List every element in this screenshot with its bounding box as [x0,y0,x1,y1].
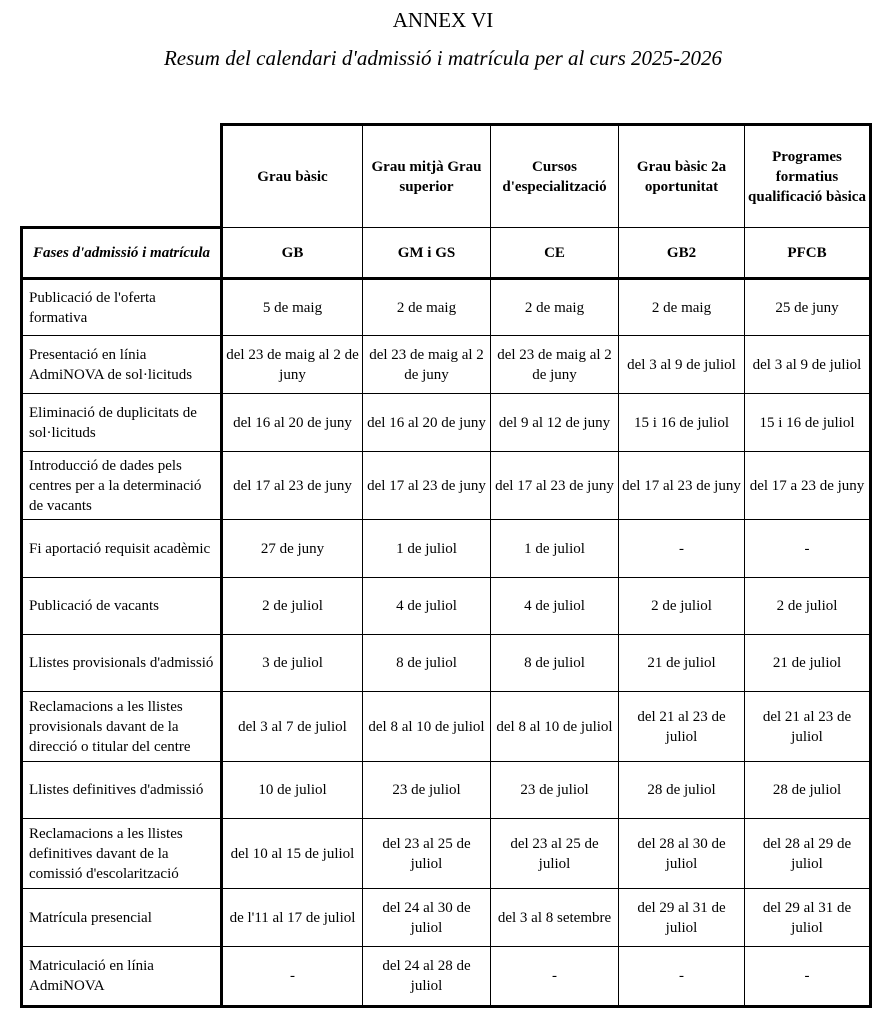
date-cell-gb: del 3 al 7 de juliol [222,692,363,762]
date-cell-pfcb: - [745,520,871,578]
date-cell-gb2: del 29 al 31 de juliol [619,889,745,947]
date-cell-gb2: 2 de maig [619,279,745,336]
date-cell-gm-gs: del 17 al 23 de juny [363,452,491,520]
table-row [22,947,871,1007]
date-cell-gb: del 10 al 15 de juliol [222,819,363,889]
column-code-row [22,228,871,279]
column-code-gb2: GB2 [619,228,745,279]
phase-cell: Introducció de dades pels centres per a la determinació de vacants [22,452,222,520]
column-code-ce: CE [491,228,619,279]
phase-cell: Matrícula presencial [22,889,222,947]
date-cell-gb2: - [619,947,745,1007]
date-cell-pfcb: 25 de juny [745,279,871,336]
date-cell-ce: del 8 al 10 de juliol [491,692,619,762]
column-name-gm-gs: Grau mitjà Grau superior [363,125,491,228]
column-code-gm-gs: GM i GS [363,228,491,279]
date-cell-ce: del 23 al 25 de juliol [491,819,619,889]
table-row [22,692,871,762]
date-cell-gb2: del 21 al 23 de juliol [619,692,745,762]
phase-cell: Llistes provisionals d'admissió [22,635,222,692]
date-cell-gb2: del 3 al 9 de juliol [619,336,745,394]
column-code-gb: GB [222,228,363,279]
date-cell-gm-gs: del 16 al 20 de juny [363,394,491,452]
date-cell-gm-gs: 1 de juliol [363,520,491,578]
phase-cell: Matriculació en línia AdmiNOVA [22,947,222,1007]
date-cell-gm-gs: 8 de juliol [363,635,491,692]
table-row [22,635,871,692]
table-row [22,762,871,819]
date-cell-ce: del 9 al 12 de juny [491,394,619,452]
column-name-row [22,125,871,228]
date-cell-gm-gs: del 23 de maig al 2 de juny [363,336,491,394]
phases-header: Fases d'admissió i matrícula [22,228,222,279]
table-row [22,819,871,889]
annex-subtitle: Resum del calendari d'admissió i matrícula per al curs 2025-2026 [163,46,723,70]
date-cell-gb2: del 17 al 23 de juny [619,452,745,520]
table-row [22,520,871,578]
phase-cell: Publicació de vacants [22,578,222,635]
date-cell-gm-gs: 2 de maig [363,279,491,336]
date-cell-gb2: 21 de juliol [619,635,745,692]
column-name-gb2: Grau bàsic 2a oportunitat [619,125,745,228]
empty-corner-cell [22,125,222,228]
column-name-ce: Cursos d'especialització [491,125,619,228]
date-cell-gm-gs: 23 de juliol [363,762,491,819]
date-cell-gm-gs: del 24 al 30 de juliol [363,889,491,947]
date-cell-ce: - [491,947,619,1007]
date-cell-gb: de l'11 al 17 de juliol [222,889,363,947]
date-cell-gm-gs: 4 de juliol [363,578,491,635]
table-row [22,279,871,336]
date-cell-ce: del 3 al 8 setembre [491,889,619,947]
phase-cell: Presentació en línia AdmiNOVA de sol·licituds [22,336,222,394]
date-cell-ce: 23 de juliol [491,762,619,819]
date-cell-ce: 8 de juliol [491,635,619,692]
date-cell-ce: 2 de maig [491,279,619,336]
date-cell-gb2: 28 de juliol [619,762,745,819]
date-cell-pfcb: 21 de juliol [745,635,871,692]
column-code-pfcb: PFCB [745,228,871,279]
column-name-gb: Grau bàsic [222,125,363,228]
date-cell-ce: del 23 de maig al 2 de juny [491,336,619,394]
date-cell-gm-gs: del 8 al 10 de juliol [363,692,491,762]
date-cell-pfcb: 15 i 16 de juliol [745,394,871,452]
date-cell-pfcb: del 3 al 9 de juliol [745,336,871,394]
table-row [22,394,871,452]
table-row [22,578,871,635]
date-cell-gb2: 15 i 16 de juliol [619,394,745,452]
date-cell-gb: - [222,947,363,1007]
phase-cell: Publicació de l'oferta formativa [22,279,222,336]
phase-cell: Llistes definitives d'admissió [22,762,222,819]
date-cell-pfcb: 28 de juliol [745,762,871,819]
date-cell-gm-gs: del 23 al 25 de juliol [363,819,491,889]
table-row [22,452,871,520]
date-cell-pfcb: del 29 al 31 de juliol [745,889,871,947]
date-cell-pfcb: 2 de juliol [745,578,871,635]
date-cell-gb2: - [619,520,745,578]
date-cell-gm-gs: del 24 al 28 de juliol [363,947,491,1007]
date-cell-gb2: del 28 al 30 de juliol [619,819,745,889]
date-cell-gb: 10 de juliol [222,762,363,819]
phase-cell: Reclamacions a les llistes provisionals davant de la direcció o titular del centre [22,692,222,762]
date-cell-ce: del 17 al 23 de juny [491,452,619,520]
admission-calendar-table [20,123,872,1008]
date-cell-pfcb: - [745,947,871,1007]
date-cell-gb: 5 de maig [222,279,363,336]
date-cell-pfcb: del 28 al 29 de juliol [745,819,871,889]
date-cell-gb: 27 de juny [222,520,363,578]
column-name-pfcb: Programes formatius qualificació bàsica [745,125,871,228]
date-cell-gb2: 2 de juliol [619,578,745,635]
date-cell-ce: 4 de juliol [491,578,619,635]
table-row [22,889,871,947]
date-cell-pfcb: del 17 a 23 de juny [745,452,871,520]
date-cell-ce: 1 de juliol [491,520,619,578]
table-row [22,336,871,394]
date-cell-gb: del 17 al 23 de juny [222,452,363,520]
annex-title: ANNEX VI [392,8,494,32]
date-cell-gb: 2 de juliol [222,578,363,635]
phase-cell: Eliminació de duplicitats de sol·licituds [22,394,222,452]
phase-cell: Reclamacions a les llistes definitives davant de la comissió d'escolarització [22,819,222,889]
date-cell-gb: del 16 al 20 de juny [222,394,363,452]
date-cell-pfcb: del 21 al 23 de juliol [745,692,871,762]
date-cell-gb: 3 de juliol [222,635,363,692]
date-cell-gb: del 23 de maig al 2 de juny [222,336,363,394]
phase-cell: Fi aportació requisit acadèmic [22,520,222,578]
